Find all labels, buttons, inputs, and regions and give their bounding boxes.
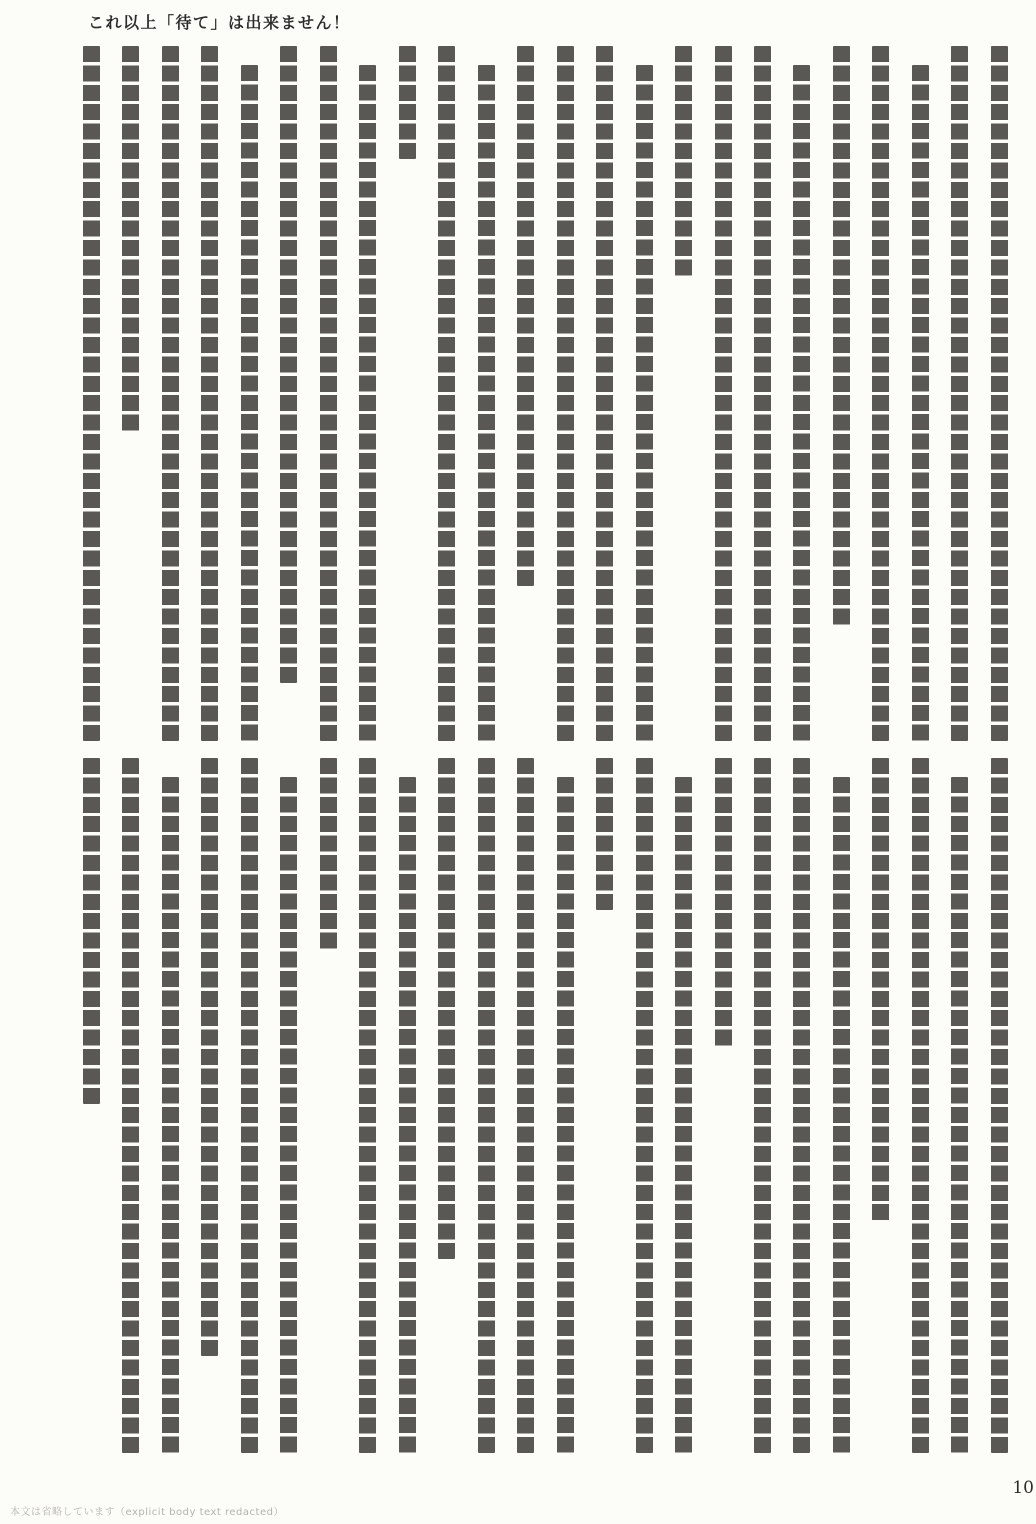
- redacted-text-run: [675, 777, 692, 1453]
- redacted-text-run: [399, 777, 416, 1453]
- redacted-text-run: [320, 758, 337, 949]
- redacted-text-run: [320, 46, 337, 741]
- redacted-text-column: [320, 758, 337, 1462]
- redacted-text-column: [557, 46, 574, 748]
- redacted-text-column: [399, 46, 416, 748]
- redacted-text-run: [596, 46, 613, 741]
- redacted-text-run: [399, 46, 416, 159]
- redacted-text-run: [359, 758, 376, 1453]
- redacted-text-column: [833, 46, 850, 748]
- redacted-text-run: [991, 758, 1008, 1453]
- redacted-text-column: [675, 758, 692, 1462]
- redacted-text-run: [122, 46, 139, 431]
- redacted-text-column: [833, 758, 850, 1462]
- redacted-text-column: [557, 758, 574, 1462]
- redacted-text-column: [912, 758, 929, 1462]
- redacted-text-column: [478, 46, 495, 748]
- redacted-text-run: [83, 758, 100, 1104]
- redacted-text-column: [951, 758, 968, 1462]
- redacted-text-run: [951, 777, 968, 1453]
- page-number: 10: [1012, 1478, 1034, 1498]
- redacted-text-column: [438, 758, 455, 1462]
- redacted-text-column: [83, 758, 100, 1462]
- redacted-text-run: [162, 777, 179, 1453]
- redacted-text-run: [241, 65, 258, 741]
- redacted-text-run: [793, 758, 810, 1453]
- redacted-text-run: [280, 777, 297, 1453]
- redacted-text-column: [991, 758, 1008, 1462]
- redacted-text-run: [359, 65, 376, 741]
- redacted-text-run: [517, 46, 534, 586]
- redacted-text-run: [912, 758, 929, 1453]
- redacted-text-run: [517, 758, 534, 1453]
- redacted-text-run: [162, 46, 179, 741]
- redacted-text-run: [557, 777, 574, 1453]
- redaction-note: 本文は省略しています（explicit body text redacted）: [10, 1507, 284, 1518]
- redacted-text-run: [636, 65, 653, 741]
- redacted-text-run: [241, 758, 258, 1453]
- redacted-text-column: [872, 758, 889, 1462]
- redacted-text-column: [359, 758, 376, 1462]
- redacted-text-run: [715, 758, 732, 1046]
- redacted-text-column: [517, 46, 534, 748]
- redacted-text-run: [478, 65, 495, 741]
- redacted-text-run: [478, 758, 495, 1453]
- redacted-text-column: [951, 46, 968, 748]
- redacted-text-run: [754, 46, 771, 741]
- redacted-text-run: [636, 758, 653, 1453]
- redacted-text-column: [122, 46, 139, 748]
- redacted-text-column: [122, 758, 139, 1462]
- redacted-text-run: [280, 46, 297, 683]
- redacted-text-column: [872, 46, 889, 748]
- redacted-text-column: [636, 758, 653, 1462]
- redacted-text-run: [557, 46, 574, 741]
- redacted-text-column: [162, 758, 179, 1462]
- redacted-text-run: [201, 46, 218, 741]
- page-header-title: これ以上「待て」は出来ません！: [88, 13, 351, 32]
- redacted-text-column: [201, 46, 218, 748]
- redacted-text-column: [83, 46, 100, 748]
- redacted-text-run: [793, 65, 810, 741]
- redacted-text-run: [833, 46, 850, 625]
- redacted-text-column: [241, 46, 258, 748]
- redacted-text-run: [912, 65, 929, 741]
- redacted-text-column: [280, 758, 297, 1462]
- redacted-text-run: [596, 758, 613, 910]
- redacted-text-run: [438, 46, 455, 741]
- redacted-text-column: [478, 758, 495, 1462]
- redacted-text-column: [754, 46, 771, 748]
- redacted-text-column: [162, 46, 179, 748]
- redacted-text-run: [201, 758, 218, 1356]
- redacted-text-column: [793, 46, 810, 748]
- redacted-text-run: [438, 758, 455, 1259]
- redacted-text-column: [636, 46, 653, 748]
- redacted-text-column: [596, 758, 613, 1462]
- redacted-text-column: [517, 758, 534, 1462]
- redacted-text-run: [833, 777, 850, 1453]
- redacted-text-run: [122, 758, 139, 1453]
- redacted-text-column: [912, 46, 929, 748]
- redacted-text-column: [715, 758, 732, 1462]
- top-text-block: [83, 46, 1008, 748]
- redacted-text-column: [438, 46, 455, 748]
- redacted-text-run: [83, 46, 100, 741]
- redacted-text-run: [991, 46, 1008, 741]
- redacted-text-column: [320, 46, 337, 748]
- redacted-text-column: [280, 46, 297, 748]
- redacted-text-column: [715, 46, 732, 748]
- redacted-text-column: [201, 758, 218, 1462]
- redacted-text-run: [951, 46, 968, 741]
- redacted-text-run: [754, 758, 771, 1453]
- redacted-text-run: [675, 46, 692, 276]
- redacted-text-column: [399, 758, 416, 1462]
- redacted-text-column: [596, 46, 613, 748]
- redacted-text-column: [991, 46, 1008, 748]
- redacted-text-column: [241, 758, 258, 1462]
- redacted-text-run: [872, 758, 889, 1221]
- redacted-text-run: [715, 46, 732, 741]
- redacted-text-column: [675, 46, 692, 748]
- redacted-text-column: [754, 758, 771, 1462]
- bottom-text-block: [83, 758, 1008, 1462]
- redacted-text-column: [359, 46, 376, 748]
- redacted-text-run: [872, 46, 889, 741]
- redacted-text-column: [793, 758, 810, 1462]
